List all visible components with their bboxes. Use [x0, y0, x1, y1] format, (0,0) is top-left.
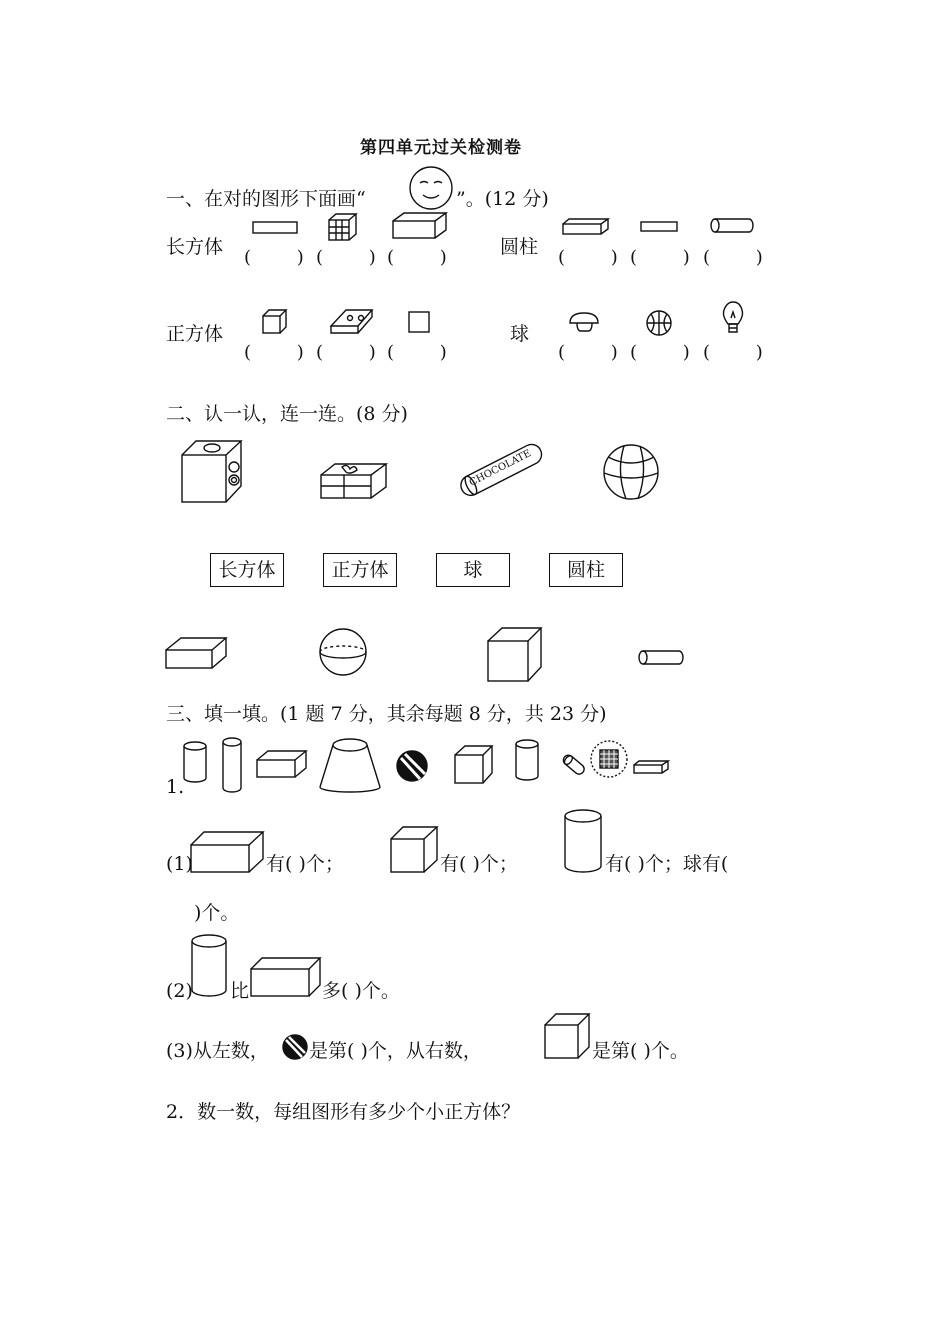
smiley-face-icon [408, 165, 454, 211]
q1-1-cube-count: 有( )个； [440, 853, 518, 875]
striped-ball-icon [396, 750, 430, 784]
q1-3-suffix: 是第( )个。 [592, 1040, 689, 1062]
q1-3-prefix: (3)从左数， [166, 1040, 269, 1062]
domino-block-icon [330, 308, 374, 336]
answer-blank[interactable]: ( ) [316, 342, 376, 363]
striped-ball-icon [282, 1034, 310, 1062]
cube-icon [454, 745, 494, 785]
flat-cuboid-icon [633, 760, 671, 776]
slanted-cylinder-icon [558, 750, 590, 778]
square-icon [408, 311, 432, 335]
q1-1-cylinder-count: 有( )个；球有( [605, 853, 729, 875]
label-box-sphere[interactable]: 球 [436, 553, 510, 587]
q1-1-prefix: (1) [166, 853, 193, 875]
q1-2-prefix: (2) [166, 980, 193, 1002]
rubik-cube-icon [328, 213, 358, 243]
q1-2-suffix: 多( )个。 [322, 980, 400, 1002]
q1-3-middle: 是第( )个，从右数， [309, 1040, 482, 1062]
cuboid-icon [250, 957, 322, 999]
cylinder-icon [190, 933, 230, 999]
cuboid-icon [256, 750, 308, 780]
gift-box-icon [320, 463, 390, 501]
row-label-sphere: 球 [510, 323, 530, 345]
answer-blank[interactable]: ( ) [387, 247, 447, 268]
section3-heading: 三、填一填。(1 题 7 分，其余每题 8 分，共 23 分) [166, 703, 607, 725]
answer-blank[interactable]: ( ) [703, 342, 763, 363]
cuboid-icon [190, 831, 266, 875]
row-label-cuboid: 长方体 [166, 236, 224, 258]
answer-blank[interactable]: ( ) [630, 342, 690, 363]
lightbulb-icon [720, 300, 748, 338]
section1-heading-post: ”。(12 分) [456, 188, 549, 210]
answer-blank[interactable]: ( ) [703, 247, 763, 268]
section2-heading: 二、认一认，连一连。(8 分) [166, 403, 408, 425]
answer-blank[interactable]: ( ) [244, 247, 304, 268]
cuboid-icon [392, 212, 448, 240]
tall-cylinder-icon [222, 737, 244, 795]
answer-blank[interactable]: ( ) [387, 342, 447, 363]
q1-1-ball-tail: )个。 [194, 902, 240, 924]
cylinder-tube-icon [709, 217, 755, 235]
small-cube-icon [262, 309, 288, 335]
cylinder-icon [563, 808, 605, 876]
short-cylinder-icon [514, 739, 544, 783]
answer-blank[interactable]: ( ) [630, 247, 690, 268]
label-box-cylinder[interactable]: 圆柱 [549, 553, 623, 587]
cube-shape-icon [487, 627, 543, 683]
checkered-ball-icon [590, 740, 630, 780]
speaker-box-icon [181, 440, 243, 504]
row-label-cylinder: 圆柱 [500, 236, 539, 258]
page-title: 第四单元过关检测卷 [360, 138, 522, 158]
frustum-icon [318, 737, 384, 793]
q1-1-cuboid-count: 有( )个； [266, 853, 344, 875]
mushroom-cap-icon [567, 312, 603, 334]
cube-icon [390, 826, 440, 874]
question-1-label: 1. [166, 776, 185, 798]
flat-cuboid-icon [562, 218, 610, 236]
short-cylinder-icon [182, 741, 210, 785]
chocolate-label: CHOCOLATE [467, 448, 533, 489]
cube-icon [544, 1013, 592, 1061]
cuboid-shape-icon [165, 637, 229, 671]
answer-blank[interactable]: ( ) [316, 247, 376, 268]
basketball-large-icon [602, 443, 660, 501]
answer-blank[interactable]: ( ) [244, 342, 304, 363]
row-label-cube: 正方体 [166, 323, 224, 345]
q1-2-compare: 比 [230, 980, 250, 1002]
question-2: 2．数一数，每组图形有多少个小正方体？ [166, 1101, 521, 1123]
section1-heading-pre: 一、在对的图形下面画“ [166, 188, 366, 210]
label-box-cube[interactable]: 正方体 [323, 553, 397, 587]
flat-rectangle-icon [640, 220, 680, 234]
answer-blank[interactable]: ( ) [558, 342, 618, 363]
label-box-cuboid[interactable]: 长方体 [210, 553, 284, 587]
cylinder-shape-icon [637, 649, 685, 667]
answer-blank[interactable]: ( ) [558, 247, 618, 268]
sphere-shape-icon [318, 627, 370, 679]
flat-rectangle-icon [252, 220, 300, 236]
basketball-icon [645, 309, 675, 339]
